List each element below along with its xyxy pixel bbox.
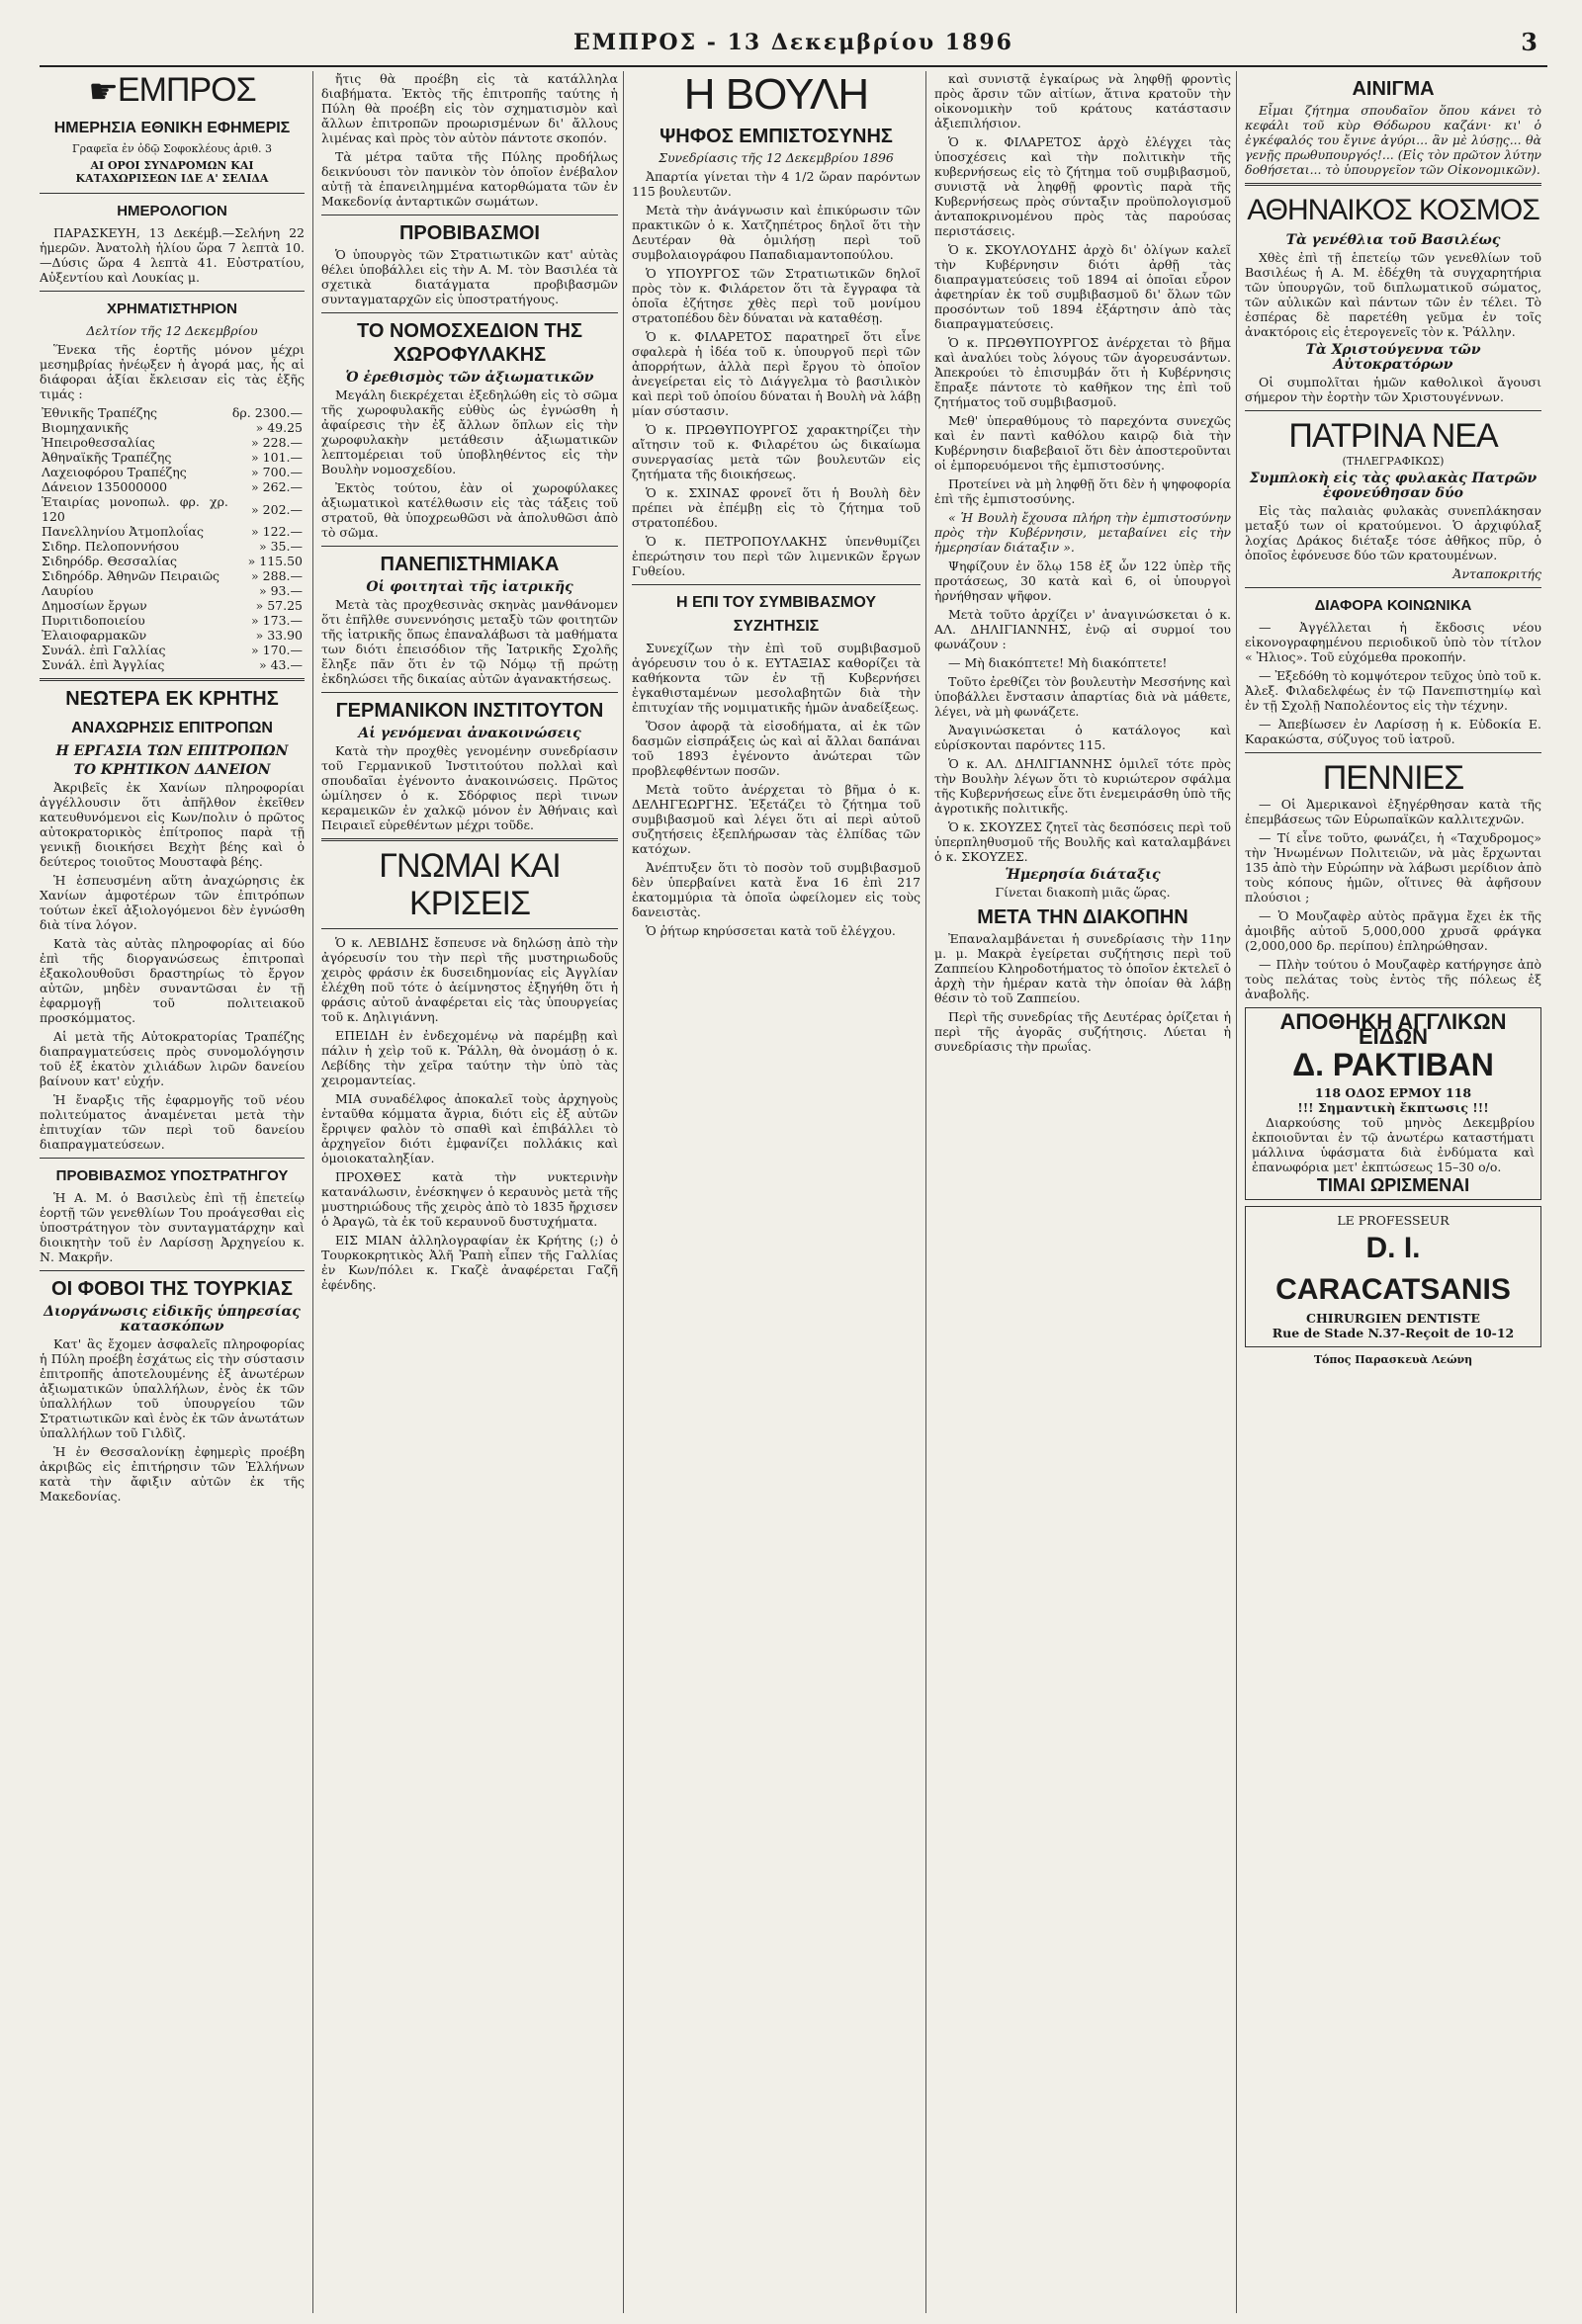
turkey-subheading: Διοργάνωσις εἰδικῆς ὑπηρεσίας κατασκόπων (44, 1304, 301, 1335)
social-item: — Ἐξεδόθη τὸ κομψότερον τεῦχος ὑπὸ τοῦ κ. Ἀλεξ. Φιλαδελφέως ἐν τῷ Πανεπιστημίῳ καὶ ἐν τῇ Σχολῇ Ναπολέοντος εἰς τὴν τέχνην. (1245, 668, 1541, 713)
parliament-paragraph: Ψηφίζουν ἐν ὅλῳ 158 ἐξ ὧν 122 ὑπὲρ τῆς προτάσεως, 30 κατὰ καὶ 6, οἱ ὑπουργοὶ ἠρνήθησαν ψῆφον. (934, 559, 1231, 603)
crete-subheading-3: ΤΟ ΚΡΗΤΙΚΟΝ ΔΑΝΕΙΟΝ (73, 762, 271, 779)
rate-row (40, 494, 305, 524)
penny-item: — Τί εἶνε τοῦτο, φωνάζει, ἡ «Ταχυδρομος» τὴν Ἡνωμένων Πολιτειῶν, νὰ μὰς ἔρχωνται 135 ἀπὸ τὴν Εὐρώπην νὰ λάβωσι μερίδιον ἀπὸ τοὺς κόπους ἡμῶν, οἵτινες θὰ ἀφῆσουν πλούσιοι ; (1245, 830, 1541, 904)
rate-name: Λαυρίου (42, 583, 94, 599)
rate-row (40, 657, 305, 672)
paper-address: Γραφεῖα ἐν ὁδῷ Σοφοκλέους ἀριθ. 3 (71, 142, 273, 156)
paper-tagline: ΗΜΕΡΗΣΙΑ ΕΘΝΙΚΗ ΕΦΗΜΕΡΙΣ (53, 120, 291, 137)
ad-store-text: Διαρκούσης τοῦ μηνὸς Δεκεμβρίου ἐκποιοῦνται ἐν τῷ ἀνωτέρω καταστήματι μάλλινα ὑφάσματα διὰ ἐνδύματα καὶ ἐπανωφόρια μετ' ἐκπτώσεως 15–30 ο/ο. (1252, 1115, 1535, 1174)
rate-value: » 101.— (251, 450, 303, 466)
rate-name: Λαχειοφόρου Τραπέζης (42, 465, 187, 480)
opinions-heading: ΓΝΩΜΑΙ ΚΑΙ ΚΡΙΣΕΙΣ (379, 847, 561, 922)
crete-paragraph: Ἀκριβεῖς ἐκ Χανίων πληροφορίαι ἀγγέλλουσιν ὅτι ἀπῆλθον ἐκεῖθεν κατευθυνόμενοι εἰς Κων/πολιν ὁ πρῶτος αὐτοκρατορικὸς ἐπίτροπος παρὰ τῇ γενικῇ διοικήσει Βεχὴτ βέης καὶ ὁ δεύτερος τοιοῦτος Μουσταφὰ βέης. (40, 780, 305, 870)
athens-society-heading: ΑΘΗΝΑΙΚΟΣ ΚΟΣΜΟΣ (1247, 194, 1539, 226)
patras-subheading: Συμπλοκὴ εἰς τὰς φυλακὰς Πατρῶν ἐφονεύθησαν δύο (1249, 471, 1538, 501)
rate-row (40, 450, 305, 465)
column-1 (40, 71, 305, 2313)
christmas-subheading: Τὰ Χριστούγεννα τῶν Αὐτοκρατόρων (1305, 342, 1481, 373)
parliament-paragraph: Ἀπαρτία γίνεται τὴν 4 1/2 ὥραν παρόντων 115 βουλευτῶν. (632, 169, 921, 199)
parliament-paragraph: Μετὰ τοῦτο ἀρχίζει ν' ἀναγινώσκεται ὁ κ. ΑΛ. ΔΗΛΙΓΙΑΝΝΗΣ, ἐνῷ αἱ συρμοί του φωνάζουν : (934, 607, 1231, 651)
after-recess-paragraph: Περὶ τῆς συνεδρίας τῆς Δευτέρας ὁρίζεται ἡ περὶ τῆς ἀγορᾶς συζήτησις. Λύεται ἡ συνεδρίασις τὴν πρωΐας. (934, 1009, 1231, 1054)
opinion-paragraph: ΠΡΟΧΘΕΣ κατὰ τὴν νυκτερινὴν κατανάλωσιν, ἐνέσκηψεν ὁ κεραυνὸς μετὰ τῆς μυστηριώδους τῆς χειρὸς ἀπὸ τὸ 1835 ἤρχισεν ὁ Ἀραγῶ, τὰ ἐκ τοῦ κεραυνοῦ δυστυχήματα. (321, 1169, 618, 1229)
ad-dentist-address: Rue de Stade N.37-Reçoit de 10-12 (1272, 1326, 1515, 1340)
rate-name: Ἐλαιοφαρμακῶν (42, 628, 147, 644)
article-paragraph: ἤτις θὰ προέβη εἰς τὰ κατάλληλα διαβήματα. Ἐκτὸς τῆς ἐπιτροπῆς ταύτης ἡ Πύλη θὰ προέβη εἰς τὸν σχηματισμὸν καὶ ἄλλων ἐπιτροπῶν προωρισμένων δι' ἄλλους λιμένας καὶ πρὸς τὸν αὐτὸν πάντοτε σκοπόν. (321, 71, 618, 145)
kings-birthday-subheading: Τὰ γενέθλια τοῦ Βασιλέως (1285, 232, 1501, 248)
rate-value: » 93.— (258, 583, 303, 599)
promotions-heading: ΠΡΟΒΙΒΑΣΜΟΙ (398, 222, 540, 244)
riddle-text: Εἶμαι ζήτημα σπουδαῖον ὅπου κάνει τὸ κεφάλι τοῦ κὺρ Θόδωρου καζάνι· κι' ὁ ἐγκέφαλός του ἔγινε ἀγύρι... ἂν μὲ λύσῃς... θὰ γενῇς πρωθυπουργός!... (Εἰς τὸν πρῶτον λύτην δοθήσεται... τὸ ὑπουργεῖον τῶν Οἰκονομικῶν). (1245, 103, 1541, 177)
rate-name: Συνάλ. ἐπὶ Ἀγγλίας (42, 657, 165, 673)
opinion-paragraph: ΕΠΕΙΔΗ ἐν ἐνδεχομένῳ νὰ παρέμβῃ καὶ πάλιν ἡ χεὶρ τοῦ κ. Ῥάλλη, θὰ ὀνομάσῃ ὁ κ. Λεβίδης τὴν χεῖρα ταύτην τὴν ὑπὸ τὰς χειρομαντείας. (321, 1028, 618, 1087)
confidence-motion: « Ἡ Βουλὴ ἔχουσα πλήρη τὴν ἐμπιστοσύνην πρὸς τὴν Κυβέρνησιν, μεταβαίνει εἰς τὴν ἡμερησίαν διάταξιν ». (934, 510, 1231, 555)
rate-value: » 35.— (258, 539, 303, 555)
rate-row (40, 539, 305, 554)
column-2 (312, 71, 618, 2313)
agenda-paragraph: Γίνεται διακοπὴ μιᾶς ὥρας. (995, 885, 1171, 900)
riddle-heading: ΑΙΝΙΓΜΑ (1352, 78, 1435, 100)
exchange-intro: Ἕνεκα τῆς ἑορτῆς μόνον μέχρι μεσημβρίας ἠνέῳξεν ἡ ἀγορά μας, ἧς αἱ διάφοραι ἀξίαι ἔκλεισαν εἰς τὰς ἑξῆς τιμάς : (40, 342, 305, 402)
rate-value: » 170.— (251, 643, 303, 658)
gendarmerie-subheading: Ὁ ἐρεθισμὸς τῶν ἀξιωματικῶν (345, 370, 594, 386)
social-heading: ΔΙΑΦΟΡΑ ΚΟΙΝΩΝΙΚΑ (1314, 597, 1472, 614)
rates-table (40, 405, 305, 672)
rate-value: » 43.— (258, 657, 303, 673)
social-item: — Ἀπεβίωσεν ἐν Λαρίσσῃ ἡ κ. Εὐδοκία Ε. Καρακώστα, σύζυγος τοῦ ἰατροῦ. (1245, 717, 1541, 746)
promotion-paragraph: Ἡ Α. Μ. ὁ Βασιλεὺς ἐπὶ τῇ ἑπετείῳ ἑορτῇ τῶν γενεθλίων Του προάγεσθαι εἰς ὑποστράτηγον τὸν συνταγματάρχην καὶ διοικητὴν τοῦ ἐν Λαρίσσῃ Ἀρχηγείου κ. Ν. Μακρῆν. (40, 1190, 305, 1265)
opinion-paragraph: Ὁ κ. ΛΕΒΙΔΗΣ ἔσπευσε νὰ δηλώσῃ ἀπὸ τὴν ἀγόρευσίν του τὴν περὶ τῆς μυστηριωδοῦς χειρὸς φράσιν ἐκ δυσειδημονίας εἰς Ἀγγλίαν ἐλέχθη ποῦ τότε ὁ ἀείμνηστος ἐξηγήθη ὅτι ἡ φράσις αὐτοῦ ἀναφέρεται εἰς τὰς ὑπουργείας τοῦ κ. Δηλιγιάννη. (321, 935, 618, 1024)
crete-paragraph: Κατὰ τὰς αὐτὰς πληροφορίας αἱ δύο ἐπὶ τῆς διοργανώσεως ἐπιτροπαὶ ἐξακολουθοῦσι δραστηρίως τὸ ἔργον αὐτῶν, μηδὲν συναντῶσαι ἐν τῇ ἐφαρμογῇ τοῦ πολιτειακοῦ προσκόμματος. (40, 936, 305, 1026)
session-date: Συνεδρίασις τῆς 12 Δεκεμβρίου 1896 (659, 150, 894, 165)
university-paragraph: Μετὰ τὰς προχθεσινὰς σκηνὰς μανθάνομεν ὅτι ἐπῆλθε συνεννόησις μεταξὺ τῶν φοιτητῶν τῆς ἰατρικῆς ὅπως ἐπαναλάβωσι τὰ μαθήματα των διότι ἐπεισόδιον τῆς Ἰατρικῆς Σχολῆς ἔληξε πᾶν ὅτι ἐν τῷ Νόμῳ τῇ πρώτῃ ἐκδηλώσει τῆς δικαίας αὐτῶν ἀγανακτήσεως. (321, 597, 618, 686)
correspondent-signature: Ἀνταποκριτής (1452, 566, 1541, 581)
rate-row (40, 479, 305, 494)
patras-news-heading: ΠΑΤΡΙΝΑ ΝΕΑ (1288, 417, 1498, 455)
parliament-paragraph: καὶ συνιστᾷ ἐγκαίρως νὰ ληφθῇ φροντὶς πρὸς ἄρσιν τῶν αἰτίων, ἅτινα κρατοῦν τὴν οἰκονομικὴν τοῦ κράτους κατάστασιν ἀξιεπιλήσιον. (934, 71, 1231, 130)
paper-name: ☛ΕΜΠΡΟΣ (88, 71, 256, 112)
crete-heading: ΝΕΩΤΕΡΑ ΕΚ ΚΡΗΤΗΣ (65, 688, 279, 711)
parliament-paragraph: Μετὰ τὴν ἀνάγνωσιν καὶ ἐπικύρωσιν τῶν πρακτικῶν ὁ κ. Χατζηπέτρος δηλοῖ ὅτι τὴν Δευτέραν θὰ ὁμιλήσῃ περὶ τοῦ συμβολαιογράφου Παπαδιαμαντοπούλου. (632, 203, 921, 262)
parliament-paragraph: Ὁ κ. ΣΚΟΥΛΟΥΔΗΣ ἀρχὸ δι' ὀλίγων καλεῖ τὴν Κυβέρνησιν διότι ἀρθῇ τὰς διαπραγματεύσεις τοῦ 1894 αἱ ὁποῖαι εὗρον ἀφετηρίαν ἐκ τοῦ συμβιβασμοῦ δι' ὅλων τῶν προσόντων τοῦ 1894 ἐξάρτησιν ἀπὸ τὰς διαπραγματεύσεις. (934, 242, 1231, 331)
parliament-paragraph: Μεθ' ὑπεραθύμους τὸ παρεχόντα συνεχῶς καὶ ἐν παντὶ καθόλου καιρῷ διὰ τὴν Κυβέρνησιν διαβεβαιοῖ ὅτι δὲν ἀποστεροῦνται οἱ ἐμπορευόμενοι τῆς ἐμπιστοσύνης. (934, 413, 1231, 473)
rate-row (40, 420, 305, 435)
parliament-heading: Η ΒΟΥΛΗ (683, 71, 869, 119)
parliament-paragraph: Προτείνει νὰ μὴ ληφθῇ ὅτι δὲν ἡ ψηφοφορία ἐπὶ τῆς ἐμπιστοσύνης. (934, 476, 1231, 506)
column-4 (925, 71, 1231, 2313)
exchange-heading: ΧΡΗΜΑΤΙΣΤΗΡΙΟΝ (107, 301, 237, 318)
penny-item: — Οἱ Ἀμερικανοὶ ἐξηγέρθησαν κατὰ τῆς ἐπεμβάσεως τῶν Εὐρωπαϊκῶν καλλιτεχνῶν. (1245, 797, 1541, 826)
rate-name: Σιδηρ. Πελοποννήσου (42, 539, 179, 555)
rate-name: Ἐθνικῆς Τραπέζης (42, 405, 158, 421)
ad-discount-notice: !!! Σημαντικὴ ἔκπτωσις !!! (1297, 1100, 1489, 1115)
crete-paragraph: Ἡ ἐσπευσμένη αὕτη ἀναχώρησις ἐκ Χανίων ἀμφοτέρων τῶν ἐπιτρόπων τούτων ἐκεῖ ἀξιολογόμενοι δὲν ἐγνώσθη διὰ τίνα λόγον. (40, 873, 305, 933)
rate-row (40, 405, 305, 420)
parliament-paragraph: Ὁ κ. ΣΚΟΥΖΕΣ ζητεῖ τὰς δεσπόσεις περὶ τοῦ ὑπερπληθυσμοῦ τῆς Βουλῆς καὶ καταλαμβάνει ὁ κ. ΣΚΟΥΖΕΣ. (934, 819, 1231, 864)
promotions-paragraph: Ὁ ὑπουργὸς τῶν Στρατιωτικῶν κατ' αὐτὰς θέλει ὑποβάλλει εἰς τὴν Α. Μ. τὸν Βασιλέα τὰ σχετικὰ διατάγματα προβιβασμῶν συνταγματαρχῶν εἰς ὑποστρατήγους. (321, 247, 618, 306)
calendar-heading: ΗΜΕΡΟΛΟΓΙΟΝ (117, 203, 227, 220)
ad-dentist-name: D. I. CARACATSANIS (1275, 1232, 1511, 1306)
promotion-heading: ΠΡΟΒΙΒΑΣΜΟΣ ΥΠΟΣΤΡΑΤΗΓΟΥ (55, 1167, 289, 1185)
parliament-paragraph: Ἀναγινώσκεται ὁ κατάλογος καὶ εὑρίσκονται παρόντες 115. (934, 723, 1231, 752)
ad-professor-label: LE PROFESSEUR (1337, 1213, 1450, 1228)
parliament-paragraph: Συνεχίζων τὴν ἐπὶ τοῦ συμβιβασμοῦ ἀγόρευσιν του ὁ κ. ΕΥΤΑΞΙΑΣ καθορίζει τὰ καθήκοντα τῶν ἐν τῇ Κυβερνήσει ἐγκαθισταμένων μεσολαβητῶν διὰ τὴν ἐπιτυχίαν τῆς νομιματικῆς ἡμῶν ἀναδείξεως. (632, 641, 921, 715)
parliament-paragraph: Μετὰ τοῦτο ἀνέρχεται τὸ βῆμα ὁ κ. ΔΕΛΗΓΕΩΡΓΗΣ. Ἐξετάζει τὸ ζήτημα τοῦ συμβιβασμοῦ καὶ λέγει ὅτι αἱ περὶ αὐτοῦ συζητήσεις ἐξεπλήρωσαν τὰς ἐλπίδας τῶν κατόχων. (632, 782, 921, 856)
parliament-paragraph: Ὁ ῥήτωρ κηρύσσεται κατὰ τοῦ ἐλέγχου. (646, 923, 896, 938)
crete-subheading-1: ΑΝΑΧΩΡΗΣΙΣ ΕΠΙΤΡΟΠΩΝ (71, 720, 273, 737)
page-number: 3 (1521, 28, 1538, 56)
header-title: ΕΜΠΡΟΣ - 13 Δεκεμβρίου 1896 (572, 30, 1013, 55)
social-item: — Ἀγγέλλεται ἡ ἔκδοσις νέου εἰκονογραφημένου περιοδικοῦ ὑπὸ τὸν τίτλον « Ἠλιος». Τοῦ εὐχόμεθα προκοπήν. (1245, 620, 1541, 664)
rate-value: » 228.— (251, 435, 303, 451)
parliament-paragraph: — Μὴ διακόπτετε! Μὴ διακόπτετε! (948, 655, 1168, 670)
rate-row (40, 435, 305, 450)
crete-paragraph: Ἡ ἔναρξις τῆς ἐφαρμογῆς τοῦ νέου πολιτεύματος ἀναμένεται μετὰ τὴν ἐπιτυχίαν τῶν περὶ τοῦ δανείου διαπραγματεύσεων. (40, 1092, 305, 1153)
dentist-ad (1245, 1206, 1541, 1347)
university-heading: ΠΑΝΕΠΙΣΤΗΜΙΑΚΑ (380, 554, 560, 575)
german-institute-subheading: Αἱ γενόμεναι ἀνακοινώσεις (358, 726, 581, 741)
english-goods-ad (1245, 1007, 1541, 1200)
rate-row (40, 554, 305, 568)
parliament-paragraph: Ὁ κ. ΣΧΙΝΑΣ φρονεῖ ὅτι ἡ Βουλὴ δὲν πρέπει νὰ ἐπέμβῃ εἰς τὸ ζήτημα τοῦ στρατοπέδου. (632, 485, 921, 530)
crete-paragraph: Αἱ μετὰ τῆς Αὐτοκρατορίας Τραπέζης διαπραγματεύσεις πρὸς συνομολόγησιν τοῦ ἐξ ἑκατὸν χιλιάδων λιρῶν δανείου βαίνουν κατ' εὐχήν. (40, 1029, 305, 1089)
rate-value: » 288.— (251, 568, 303, 584)
rate-value: » 115.50 (247, 554, 303, 569)
turkey-paragraph: Κατ' ἃς ἔχομεν ἀσφαλεῖς πληροφορίας ἡ Πύλη προέβη ἐσχάτως εἰς τὴν σύστασιν ἐπιτροπῆς ἀποτελουμένης ἐξ ἀνωτέρων ἀξιωματικῶν ὑπαλλήλων, ἐνὸς ἐκ τῶν ὑπαλλήλων τοῦ ὑπουργείου τῶν Στρατιωτικῶν καὶ ἑνὸς ἐκ τῶν ἀνωτάτων ὑπαλλήλων τοῦ Γιλδὶζ. (40, 1336, 305, 1441)
german-institute-heading: ΓΕΡΜΑΝΙΚΟΝ ΙΝΣΤΙΤΟΥΤΟΝ (335, 700, 604, 722)
rate-name: Ἀθηναϊκῆς Τραπέζης (42, 450, 172, 466)
rate-name: Ἠπειροθεσσαλίας (42, 435, 155, 451)
parliament-paragraph: Ὁ κ. ΑΛ. ΔΗΛΙΓΙΑΝΝΗΣ ὁμιλεῖ τότε πρὸς τὴν Βουλὴν λέγων ὅτι τὸ κυριώτερον σφάλμα τῆς Κυβερνήσεως εἶνε ὅτι ἐνεμειράσθη ὑπὸ τῆς ἀγροτικῆς πολιτικῆς. (934, 756, 1231, 816)
rate-value: » 57.25 (255, 598, 303, 614)
rate-row (40, 568, 305, 583)
rate-name: Πανελληνίου Ἀτμοπλοΐας (42, 524, 204, 540)
rate-value: » 49.25 (255, 420, 303, 436)
gendarmerie-bill-heading: ΤΟ ΝΟΜΟΣΧΕΔΙΟΝ ΤΗΣ ΧΩΡΟΦΥΛΑΚΗΣ (356, 320, 583, 366)
rate-name: Σιδηρόδρ. Θεσσαλίας (42, 554, 177, 569)
penny-item: — Ὁ Μουζαφὲρ αὐτὸς πρᾶγμα ἔχει ἐκ τῆς ἀμοιβῆς αὐτοῦ 5,000,000 χρυσᾶ φράγκα (2,000,000 δρ. περίπου) ἐπληρώθησαν. (1245, 908, 1541, 953)
parliament-paragraph: Ὅσον ἀφορᾷ τὰ εἰσοδήματα, αἱ ἐκ τῶν δασμῶν εἰσπράξεις ὡς καὶ αἱ ἄλλαι δαπάναι τοῦ 1893 ἐγένοντο ἀνώτεραι τῶν προβλεφθέντων ποσῶν. (632, 719, 921, 778)
rate-row (40, 465, 305, 479)
rate-name: Ἑταιρίας μονοπωλ. φρ. χρ. 120 (42, 494, 228, 525)
newspaper-page (40, 20, 1547, 2313)
ad-store-address: 118 ΟΔΟΣ ΕΡΜΟΥ 118 (1314, 1085, 1472, 1100)
university-subheading: Οἱ φοιτηταὶ τῆς ἰατρικῆς (366, 579, 573, 595)
settlement-debate-heading: Η ΕΠΙ ΤΟΥ ΣΥΜΒΙΒΑΣΜΟΥ ΣΥΖΗΤΗΣΙΣ (675, 594, 877, 635)
after-recess-heading: ΜΕΤΑ ΤΗΝ ΔΙΑΚΟΠΗΝ (977, 906, 1188, 928)
rate-row (40, 643, 305, 657)
exchange-subheading: Δελτίον τῆς 12 Δεκεμβρίου (86, 323, 258, 339)
telegraph-tag: (ΤΗΛΕΓΡΑΦΙΚΩΣ) (1342, 455, 1445, 468)
opinion-paragraph: ΜΙΑ συναδέλφος ἀποκαλεῖ τοὺς ἀρχηγοὺς ἐνταῦθα κόμματα ἄγρια, διότι εἰς ἐξ αὐτῶν ἔρριψεν φαλὸν τὸ σπαθὶ καὶ ἐπιβάλλει τὸ ἀρχηγεῖον διότι ἐμφανίζει πολλάκις καὶ ὁμοιοκαταληξίαν. (321, 1091, 618, 1165)
gendarmerie-paragraph: Μεγάλη διεκρέχεται ἐξεδηλώθη εἰς τὸ σῶμα τῆς χωροφυλακῆς εὐθὺς ὡς ἐγνώσθη ἡ ἀφαίρεσις τὴν ἐξ ἄλλων ὅπλων εἰς τὴν χωροφυλακὴν μετάθεσιν ἀξιωματικῶν λεπτομέρειαι τοῦ ὑποβληθέντος εἰς τὴν Βουλὴν νομοσχεδίου. (321, 387, 618, 476)
rate-name: Βιομηχανικῆς (42, 420, 130, 436)
rate-value: » 262.— (251, 479, 303, 495)
opinion-paragraph: ΕΙΣ ΜΙΑΝ ἀλληλογραφίαν ἐκ Κρήτης (;) ὁ Τουρκοκρητικὸς Ἀλῆ Ῥαπὴ εἶπεν τῆς Γαλλίας ἐν Κων/πόλει κ. Γκαζὲ ἀναφέρεται Γαζῆ ἐφένδης. (321, 1233, 618, 1292)
parliament-paragraph: Ὁ κ. ΦΙΛΑΡΕΤΟΣ παρατηρεῖ ὅτι εἶνε σφαλερὰ ἡ ἰδέα τοῦ κ. ὑπουργοῦ περὶ τῶν ἀπορρήτων, ἀλλὰ περὶ ἔργου τὸ ὁποῖον ἀνεγείρεται εἰς τὸ Διάγγελμα τὸ βασιλικὸν καὶ περὶ τοῦ ὁποίου δύναται ἡ Βουλὴ νὰ λάβῃ μίαν σύστασιν. (632, 329, 921, 418)
german-institute-paragraph: Κατὰ τὴν προχθὲς γενομένην συνεδρίασιν τοῦ Γερμανικοῦ Ἰνστιτούτου πολλαὶ καὶ σπουδαῖαι ἐγένοντο ἀνακοινώσεις. Πρῶτος ὡμίλησεν ὁ κ. Σδόρφιος περὶ τινων κεραμεικῶν ἐν χαλκῷ μόνον ἐν Ἀθήναις καὶ Πειραιεῖ εὑρεθέντων μέχρι τοῦδε. (321, 743, 618, 832)
after-recess-paragraph: Ἐπαναλαμβάνεται ἡ συνεδρίασις τὴν 11ην μ. μ. Μακρὰ ἐγείρεται συζήτησις περὶ τοῦ Ζαππείου Κληροδοτήματος τὸ ὁποῖον ἐκτελεῖ ὁ ἀρχὴ τὴν ἡμέραν κατὰ τὴν ὁποίαν θὰ λάβῃ θέσιν τὸ τοῦ Ζαππείου. (934, 931, 1231, 1005)
turkey-heading: ΟΙ ΦΟΒΟΙ ΤΗΣ ΤΟΥΡΚΙΑΣ (51, 1278, 293, 1301)
page-header (40, 20, 1547, 67)
calendar-text: ΠΑΡΑΣΚΕΥΗ, 13 Δεκέμβ.—Σελήνη 22 ἡμερῶν. Ἀνατολὴ ἡλίου ὥρα 7 λεπτὰ 10.—Δύσις ὥρα 4 λεπτὰ 41. Εὐστρατίου, Αὐξεντίου καὶ Λουκίας μ. (40, 225, 305, 286)
parliament-paragraph: Ὁ ΥΠΟΥΡΓΟΣ τῶν Στρατιωτικῶν δηλοῖ πρὸς τὸν κ. Φιλάρετον ὅτι τὰ ἔγγραφα τὰ ὁποῖα ἐζήτησε χθὲς περὶ τοῦ μονίμου στρατοπέδου δὲν δύναται νὰ καταθέσῃ. (632, 266, 921, 325)
rate-row (40, 628, 305, 643)
rate-row (40, 524, 305, 539)
rate-name: Σιδηρόδρ. Ἀθηνῶν Πειραιῶς (42, 568, 220, 584)
parliament-paragraph: Τοῦτο ἐρεθίζει τὸν βουλευτὴν Μεσσήνης καὶ ὑποβάλλει ἔνστασιν ἀπαρτίας διὰ νὰ μάθετε, λέγει, νὰ μὴ φωνάζετε. (934, 674, 1231, 719)
parliament-paragraph: Ὁ κ. ΠΡΩΘΥΠΟΥΡΓΟΣ χαρακτηρίζει τὴν αἴτησιν τοῦ κ. Φιλαρέτου ὡς δικαίωμα συνεργασίας μετὰ τῶν βουλευτῶν εἰς ζητήματα τῆς διοικήσεως. (632, 422, 921, 481)
rate-name: Δάνειον 135000000 (42, 479, 168, 495)
parliament-paragraph: Ὁ κ. ΠΕΤΡΟΠΟΥΛΑΚΗΣ ὑπενθυμίζει ἐπερώτησιν του περὶ τῶν λιμενικῶν ἔργων Γυθείου. (632, 534, 921, 578)
rate-row (40, 583, 305, 598)
ad-dentist-title: CHIRURGIEN DENTISTE (1306, 1311, 1480, 1326)
patras-paragraph: Εἰς τὰς παλαιὰς φυλακὰς συνεπλάκησαν μεταξύ των οἱ κρατούμενοι. Ὁ ἀρχιφύλαξ λοχίας Δράκος διέταξε τόσε ἀθῆκος πῦρ, ὁ ὁποῖος ἐφόνευσε δύο τῶν κρατουμένων. (1245, 503, 1541, 562)
parliament-paragraph: Ἀνέπτυξεν ὅτι τὸ ποσὸν τοῦ συμβιβασμοῦ δὲν ὑπερβαίνει κατὰ ἔνα 16 ἐπὶ 217 ἑκατομμύρια τὰ ὁποῖα ὠφείλομεν εἰς τοὺς δανειστὰς. (632, 860, 921, 919)
parliament-paragraph: Ὁ κ. ΦΙΛΑΡΕΤΟΣ ἀρχὸ ἐλέγχει τὰς ὑποσχέσεις καὶ τὴν πολιτικὴν τῆς κυβερνήσεως εἰς τὸ ζήτημα τοῦ συμβιβασμοῦ, συνιστᾷ νὰ ληφθῇ φροντὶς παρὰ τῆς Κυβερνήσεως πρὸς σύνταξιν προϋπολογισμοῦ ἀνταποκρινομένου πρὸς τὰς παρούσας περιστάσεις. (934, 134, 1231, 238)
rate-name: Συνάλ. ἐπὶ Γαλλίας (42, 643, 166, 658)
pointing-hand-icon: ☛ (88, 73, 118, 112)
ad-store-title: ΑΠΟΘΗΚΗ ΑΓΓΛΙΚΩΝ ΕΙΔΩΝ (1279, 1009, 1507, 1049)
rate-value: » 700.— (251, 465, 303, 480)
printer-line: Τόπος Παρασκευὰ Λεώνη (1313, 1353, 1473, 1366)
pennies-heading: ΠΕΝΝΙΕΣ (1322, 759, 1464, 797)
paper-logo-block (40, 71, 305, 194)
rate-value: » 202.— (251, 501, 303, 517)
article-paragraph: Τὰ μέτρα ταῦτα τῆς Πύλης προδήλως δεικνύουσι τὸν πανικὸν τὸν ὁποῖον ἐνέβαλον αὐτῇ τὰ ἐπανειλημμένα κατορθώματα τῶν ἐν Μακεδονίᾳ ἀνταρτικῶν σωμάτων. (321, 149, 618, 209)
turkey-paragraph: Ἡ ἐν Θεσσαλονίκῃ ἐφημερὶς προέβη ἀκριβῶς εἰς ἐπιτήρησιν τῶν Ἑλλήνων κατὰ τὴν ἄφιξιν αὐτῶν ἐκ τῆς Μακεδονίας. (40, 1444, 305, 1505)
rate-value: δρ. 2300.— (231, 405, 303, 421)
society-paragraph: Χθὲς ἐπὶ τῇ ἑπετείῳ τῶν γενεθλίων τοῦ Βασιλέως ἡ Α. Μ. ἐδέχθη τὰ συγχαρητήρια τῶν ὑπουργῶν, τοῦ διπλωματικοῦ σώματος, τῶν αὐλικῶν καὶ πάντων τῶν ἐν τέλει. Τὸ ἑσπέρας δὲ παρετέθη γεῦμα ἐν τοῖς ἀνακτόροις εἰς ἑτερογενεῖς τὸν κ. Ῥάλλην. (1245, 250, 1541, 339)
column-3 (623, 71, 921, 2313)
agenda-heading: Ἡμερησία διάταξις (1005, 867, 1161, 883)
rate-row (40, 613, 305, 628)
ad-fixed-prices: ΤΙΜΑΙ ΩΡΙΣΜΕΝΑΙ (1316, 1175, 1470, 1195)
column-5 (1236, 71, 1541, 2313)
penny-item: — Πλὴν τούτου ὁ Μουζαφὲρ κατήργησε ἀπὸ τοὺς πελάτας τοὺς ἐντὸς τῆς πόλεως ἐξ ἀναβολῆς. (1245, 957, 1541, 1001)
ad-store-name: Δ. ΡΑΚΤΙΒΑΝ (1292, 1047, 1494, 1082)
rate-value: » 33.90 (255, 628, 303, 644)
subscription-note: ΑΙ ΟΡΟΙ ΣΥΝΔΡΟΜΩΝ ΚΑΙ ΚΑΤΑΧΩΡΙΣΕΩΝ ΙΔΕ Α' ΣΕΛΙΔΑ (75, 159, 269, 186)
rate-value: » 173.— (251, 613, 303, 629)
gendarmerie-paragraph: Ἐκτὸς τούτου, ἐὰν οἱ χωροφύλακες ἀξιωματικοὶ κατέλθωσιν εἰς τὰς τάξεις τοῦ στρατοῦ, θὰ ὑποχρεωθῶσι νὰ ἀπολυθῶσι ἀπὸ τὸ σῶμα. (321, 480, 618, 540)
parliament-subheading: ΨΗΦΟΣ ΕΜΠΙΣΤΟΣΥΝΗΣ (659, 126, 893, 147)
rate-name: Πυριτιδοποιείου (42, 613, 145, 629)
crete-subheading-2: Η ΕΡΓΑΣΙΑ ΤΩΝ ΕΠΙΤΡΟΠΩΝ (55, 743, 289, 760)
rate-value: » 122.— (251, 524, 303, 540)
parliament-paragraph: Ὁ κ. ΠΡΩΘΥΠΟΥΡΓΟΣ ἀνέρχεται τὸ βῆμα καὶ ἀναλύει τοὺς λόγους τῶν ἀγορευσάντων. Ἀπεκρούει τὸ ἐπισυμβάν ὅτι ἡ Κυβέρνησις ἔπραξε πάντοτε τὸ καθῆκον της ἐπὶ τοῦ ζητήματος τοῦ συμβιβασμοῦ. (934, 335, 1231, 409)
society-paragraph: Οἱ συμπολῖται ἡμῶν καθολικοὶ ἄγουσι σήμερον τὴν ἑορτὴν τῶν Χριστουγέννων. (1245, 375, 1541, 404)
rate-name: Δημοσίων ἔργων (42, 598, 147, 614)
rate-row (40, 598, 305, 613)
